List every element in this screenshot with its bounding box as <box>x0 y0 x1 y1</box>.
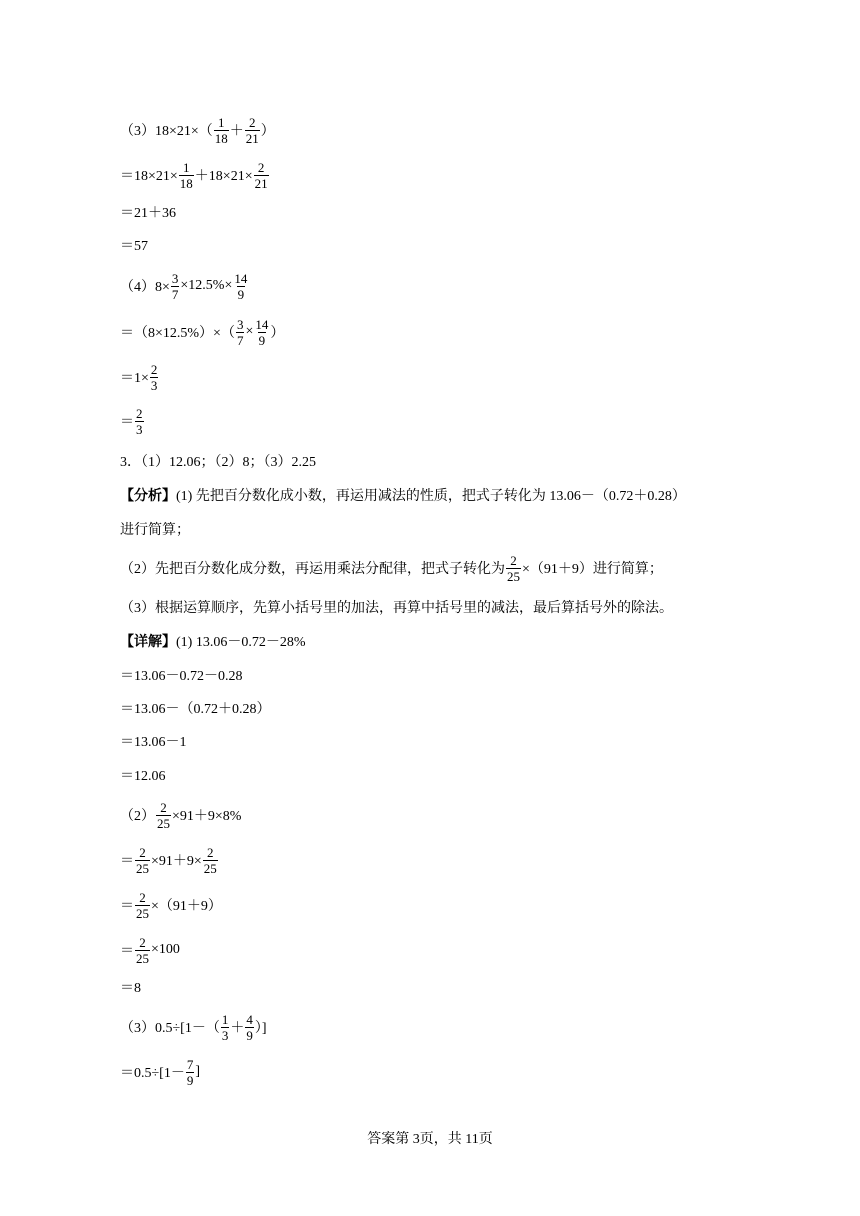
fraction <box>245 115 260 146</box>
fraction <box>221 1012 230 1043</box>
text-segment: （3）0.5÷[1－（ <box>120 1021 220 1036</box>
math-line <box>120 970 141 1004</box>
text-segment: ＋18×21× <box>194 169 253 184</box>
fraction <box>135 935 150 966</box>
text-segment: (1) 先把百分数化成小数，再运用减法的性质，把式子转化为 13.06－（0.72＋0.28） <box>176 489 686 504</box>
text-segment: ＝0.5÷[1－ <box>120 1066 185 1081</box>
fraction-numerator: 14 <box>234 270 248 286</box>
fraction <box>233 271 248 302</box>
fraction <box>171 271 180 302</box>
fraction <box>156 800 171 831</box>
text-segment: ×12.5%× <box>180 278 233 293</box>
fraction <box>245 1012 254 1043</box>
text-segment: ＝21＋36 <box>120 206 176 221</box>
fraction-numerator: 7 <box>186 1056 194 1072</box>
fraction-denominator: 3 <box>136 421 143 437</box>
text-segment: ＝12.06 <box>120 769 166 784</box>
text-segment: ＝1× <box>120 371 149 386</box>
math-line <box>120 113 275 147</box>
fraction-denominator: 21 <box>245 130 259 146</box>
text-segment: ＝ <box>120 944 134 959</box>
text-segment: ×100 <box>151 942 180 957</box>
fraction-denominator: 25 <box>136 950 149 966</box>
fraction <box>254 160 269 191</box>
math-line <box>120 315 284 349</box>
fraction-numerator: 3 <box>171 270 179 286</box>
fraction-denominator: 7 <box>171 286 179 302</box>
text-segment: ×91＋9×8% <box>172 809 242 824</box>
text-segment: ＝57 <box>120 239 148 254</box>
fraction <box>150 362 159 393</box>
math-line <box>120 843 219 877</box>
fraction-numerator: 2 <box>510 552 517 568</box>
math-line <box>120 590 673 624</box>
text-segment: ＋ <box>230 1021 245 1036</box>
math-line <box>120 360 159 394</box>
fraction-numerator: 1 <box>218 114 225 130</box>
text-segment: ＝13.06－（0.72＋0.28） <box>120 702 271 717</box>
text-segment: (1) 13.06－0.72－28% <box>176 635 306 650</box>
math-line <box>120 888 222 922</box>
text-segment: ×91＋9× <box>151 854 202 869</box>
text-segment: ＝13.06－0.72－0.28 <box>120 669 243 684</box>
text-segment: （2） <box>120 809 155 824</box>
fraction-denominator: 25 <box>157 815 170 831</box>
math-line <box>120 798 241 832</box>
text-segment: （3）18×21×（ <box>120 124 213 139</box>
fraction-numerator: 1 <box>183 159 190 175</box>
fraction-numerator: 2 <box>160 799 167 815</box>
math-line <box>120 1010 267 1044</box>
fraction-denominator: 21 <box>254 175 268 191</box>
fraction <box>203 845 218 876</box>
fraction-denominator: 3 <box>150 377 158 393</box>
math-line <box>120 195 176 229</box>
text-segment: ＝ <box>120 415 134 430</box>
text-segment: ＝ <box>120 854 134 869</box>
fraction <box>179 160 194 191</box>
math-line <box>120 404 145 438</box>
fraction <box>506 553 521 584</box>
text-segment: ＝13.06－1 <box>120 735 187 750</box>
fraction-denominator: 25 <box>507 568 520 584</box>
section-label: 【详解】 <box>120 635 176 650</box>
fraction-numerator: 2 <box>139 844 146 860</box>
math-line <box>120 512 190 546</box>
text-segment: 3．（1）12.06；（2）8；（3）2.25 <box>120 455 316 470</box>
math-line <box>120 758 166 792</box>
fraction <box>135 406 144 437</box>
section-label: 【分析】 <box>120 489 176 504</box>
math-line <box>120 228 148 262</box>
math-line <box>120 724 187 758</box>
fraction-denominator: 25 <box>136 860 149 876</box>
fraction-numerator: 2 <box>207 844 214 860</box>
fraction-numerator: 1 <box>221 1011 229 1027</box>
fraction-numerator: 2 <box>136 405 143 421</box>
fraction-numerator: 2 <box>249 114 256 130</box>
text-segment: ＝18×21× <box>120 169 178 184</box>
text-segment: ×（91＋9） <box>151 899 222 914</box>
math-line <box>120 658 243 692</box>
text-segment: ） <box>270 326 285 341</box>
math-line <box>120 691 271 725</box>
fraction-numerator: 2 <box>257 159 265 175</box>
math-line <box>120 269 249 303</box>
math-line <box>120 551 663 585</box>
fraction <box>186 1057 195 1088</box>
text-segment: ＝（8×12.5%）×（ <box>120 326 235 341</box>
fraction <box>236 317 245 348</box>
math-line <box>120 444 316 478</box>
fraction <box>135 890 150 921</box>
fraction-denominator: 9 <box>186 1072 194 1088</box>
math-line <box>120 624 306 658</box>
text-segment: ] <box>195 1064 201 1079</box>
text-segment: × <box>245 324 254 339</box>
fraction <box>254 317 269 348</box>
fraction-denominator: 9 <box>237 286 245 302</box>
math-line <box>120 1055 200 1089</box>
fraction-denominator: 18 <box>214 130 228 146</box>
fraction-denominator: 25 <box>203 860 217 876</box>
fraction-numerator: 14 <box>255 316 269 332</box>
text-segment: ＝ <box>120 899 134 914</box>
fraction <box>214 115 229 146</box>
fraction <box>135 845 150 876</box>
fraction-numerator: 2 <box>139 889 146 905</box>
fraction-numerator: 2 <box>150 361 158 377</box>
text-segment: 进行简算； <box>120 523 190 538</box>
fraction-numerator: 4 <box>246 1011 253 1027</box>
text-segment: ＋ <box>229 124 244 139</box>
text-segment: （3）根据运算顺序，先算小括号里的加法，再算中括号里的减法，最后算括号外的除法。 <box>120 601 673 616</box>
fraction-denominator: 9 <box>258 332 266 348</box>
fraction-numerator: 3 <box>236 316 244 332</box>
text-segment: ×（91＋9）进行简算； <box>522 562 663 577</box>
math-line <box>120 933 180 967</box>
page-footer: 答案第 3页，共 11页 <box>367 1132 493 1147</box>
math-line <box>120 478 686 512</box>
fraction-denominator: 3 <box>221 1027 229 1043</box>
text-segment: ）] <box>254 1021 267 1036</box>
text-segment: （4）8× <box>120 280 170 295</box>
fraction-denominator: 7 <box>236 332 244 348</box>
text-segment: ＝8 <box>120 981 141 996</box>
fraction-denominator: 9 <box>246 1027 253 1043</box>
math-line <box>120 158 270 192</box>
text-segment: ） <box>260 124 275 139</box>
fraction-numerator: 2 <box>139 934 146 950</box>
text-segment: （2）先把百分数化成分数，再运用乘法分配律，把式子转化为 <box>120 562 505 577</box>
fraction-denominator: 18 <box>179 175 193 191</box>
fraction-denominator: 25 <box>136 905 149 921</box>
